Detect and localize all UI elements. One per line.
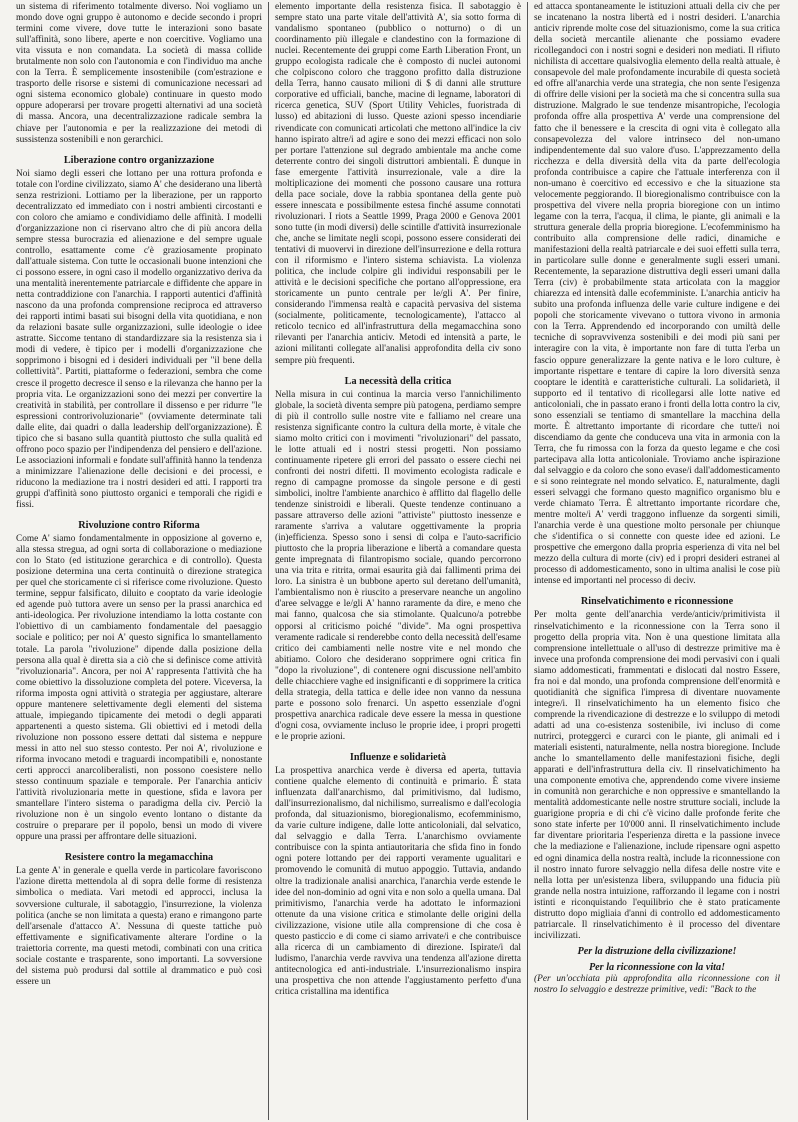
footnote: (Per un'occhiata più approfondita alla riconnessione con il nostro Io selvaggio e destrezze primitive, vedi: "Back to the	[534, 973, 780, 995]
paragraph: elemento importante della resistenza fisica. Il sabotaggio è sempre stato una parte vitale dell'attività A', sia sotto forma di vandalismo spontaneo (pubblico o notturno) o di un coordinamento più illegale e clandestino con la formazione di nuclei. Recentemente dei gruppi come Earth Liberation Front, un gruppo ecologista radicale che è composto di nuclei autonomi che colpiscono coloro che traggono profitto dalla distruzione della Terra, hanno causato milioni di $ di danni alle strutture corporative ed ufficiali, banche, macine di legname, laboratori di ricerca genetica, SUV (Sport Utility Vehicles, fuoristrada di lusso) ed abitazioni di lusso. Queste azioni spesso incendiarie rivendicate con comunicati articolati che mettono all'indice la civ hanno ispirato altre/i ad agire e sono dei mezzi efficaci non solo per portare l'attenzione sul degrado ambientale ma anche come deterrente contro dei singoli distruttori ambientali. È dunque in fase emergente l'attività insurrezionale, vale a dire la moltiplicazione dei momenti che possono causare una rottura della pace sociale, dove la rabbia spontanea della gente può essere innescata e possibilmente estesa finché assume connotati rivoluzionari. I riots a Seattle 1999, Praga 2000 e Genova 2001 sono tutte (in modi diversi) delle scintille d'attività insurrezionale che, anche se limitate negli scopi, possono essere considerati dei tentativi di muovervi in direzione dell'insurrezione e della rottura con il riformismo e l'intero sistema schiavista. La violenza politica, che include colpire gli individui responsabili per le attività e le decisioni specifiche che portano all'oppressione, era storicamente un punto centrale per le/gli A'. Per finire, considerando l'immensa realtà e capacità pervasiva del sistema (socialmente, politicamente, tecnologicamente), l'attacco al reticolo tecnico ed all'infrastruttura della megamacchina sono rilevanti per l'anarchia anticiv. Metodi ed intensità a parte, le azioni militanti collegate all'analisi approfondita della civ sono sempre più frequenti.	[275, 2, 521, 366]
paragraph: un sistema di riferimento totalmente diverso. Noi vogliamo un mondo dove ogni gruppo è autonomo e decide secondo i propri termini come vivere, dove tutte le interazioni sono basate sull'affinità, sono libere, aperte e non coercitive. Vogliamo una vita vissuta e non comandata. La società di massa collide brutalmente non solo con l'autonomia e con l'individuo ma anche con la Terra. È semplicemente insostenibile (com'estrazione e trasporto delle risorse e sistemi di comunicazione necessari ad ogni sistema economico globale) continuare in questo modo oppure adoperarsi per trovare progetti alternativi ad una società di massa. Ancora, una decentralizzazione radicale sembra la chiave per l'autonomia e per la realizzazione dei metodi di sussistenza sostenibili e non gerarchici.	[16, 2, 262, 145]
column-middle	[269, 2, 527, 1122]
paragraph: Come A' siamo fondamentalmente in opposizione al governo e, alla stessa stregua, ad ogni sorta di collaborazione o mediazione con lo Stato (ed istituzione gerarchica e di controllo). Questa posizione determina una certa continuità o direzione strategica per quel che storicamente ci si riferisce come rivoluzione. Questo termine, seppur falsificato, diluito e cooptato da varie ideologie ed agende può tuttora avere un senso per la prassi anarchica ed anti-ideologica. Per rivoluzione intendiamo la lotta costante con l'obiettivo di un cambiamento fondamentale del paesaggio sociale e politico; per noi A' questo significa lo smantellamento totale. La parola "rivoluzione" dipende dalla posizione della persona alla qual è diretta sia a ciò che si definisce come attività "rivoluzionaria". Ancora, per noi A' rappresenta l'attività che ha come obiettivo la dissoluzione completa del potere. Viceversa, la riforma imposta ogni attività o strategia per aggiustare, alterare oppure mantenere selettivamente degli elementi del sistema attuale, impiegando tipicamente dei metodi o degli apparati appartenenti a questo sistema. Gli obiettivi ed i metodi della rivoluzione non possono essere dettati dal sistema e neppure messi in atto nel suo stesso contesto. Per noi A', rivoluzione e riforma invocano metodi e traguardi incompatibili e, nonostante certi approcci anarcoliberalisti, non possono coesistere nello stesso continuum spaziale e temporale. Per l'anarchia anticiv l'attività rivoluzionaria mette in questione, sfida e lavora per smantellare l'intero sistema o paradigma della civ. Perciò la rivoluzione non è un singolo evento lontano o distante da costruire o preparare per il popolo, bensì un modo di vivere oppure una prassi per affrontare delle situazioni.	[16, 534, 262, 843]
section-heading: Rivoluzione contro Riforma	[78, 520, 200, 532]
column-left	[10, 2, 268, 1122]
paragraph: Noi siamo degli esseri che lottano per una rottura profonda e totale con l'ordine civilizzato, siamo A' che desiderano una libertà senza restrizioni. Lottiamo per la liberazione, per un rapporto decentralizzato ed immediato con i nostri ambienti circostanti e con coloro che amiamo e condividiamo delle affinità. I modelli d'organizzazione non ci riservano altro che di più ancora della sempre stessa burocrazia ed alienazione e del sempre uguale controllo, esattamente come c'è graziosamente propinato dall'attuale sistema. Con tutte le occasionali buone intenzioni che ci possono essere, in ogni caso il modello organizzativo deriva da una mentalità inerentemente patriarcale e diffidente che appare in netta contraddizione con l'anarchia. I rapporti autentici d'affinità nascono da una profonda comprensione reciproca ed attraverso dei rapporti intimi basati sui bisogni della vita quotidiana, e non da relazioni basate sulle organizzazioni, sulle ideologie o idee astratte. Siccome tentano di standardizzare sia la resistenza sia i modi di vedere, è tipico per i modelli d'organizzazione che sopprimono i bisogni ed i desideri individuali per "il bene della collettività". Partiti, piattaforme o federazioni, sembra che come cresce il progetto decresce il senso e la rilevanza che hanno per la propria vita. Le organizzazioni sono dei mezzi per convertire la creatività in stabilità, per controllare il dissenso e per ridurre "le espressioni controrivoluzionarie" (ovviamente determinate tali dalle elite, dai quadri o dalla leadership dell'organizzazione). È tipico che si basano sulla quantità piuttosto che sulla qualità ed offrono poco spazio per l'indipendenza del pensiero e dell'azione. Le associazioni informali e fondate sull'affinità hanno la tendenza a minimizzare l'alienazione delle decisioni e dei processi, e riducono la mediazione tra i nostri desideri ed atti. I rapporti tra gruppi d'affinità sono piuttosto organici e temporali che rigidi e fissi.	[16, 168, 262, 511]
paragraph: La gente A' in generale e quella verde in particolare favoriscono l'azione diretta mettendola al di sopra delle forme di resistenza simbolica o mediata. Vari metodi ed approcci, inclusa la sovversione culturale, il sabotaggio, l'insurrezione, la violenza politica (anche se non limitata a questa) erano e rimangono parte dell'arsenale d'attacco A'. Nessuna di queste tattiche può effettivamente e significativamente alterare l'ordine o la traiettoria corrente, ma questi metodi, combinati con una critica sociale costante e trasparente, sono importanti. La sovversione del sistema può prodursi dal sottile al drammatico e può così essere un	[16, 866, 262, 987]
section-heading: La necessità della critica	[344, 375, 452, 387]
section-heading: Liberazione contro organizzazione	[63, 154, 215, 166]
column-right	[528, 2, 786, 1122]
closing-slogan: Per la riconnessione con la vita!	[588, 961, 726, 973]
paragraph: ed attacca spontaneamente le istituzioni attuali della civ che per se incatenano la nostra libertà ed i nostri desideri. L'anarchia anticiv riprende molte cose del situazionismo, come la sua critica della società mercantile alienante che possiamo evadere ricollegandoci con i nostri sogni e desideri non mediati. Il rifiuto nichilista di accettare qualsivoglia elemento della realtà attuale, è consapevole del male profondamente incurabile di questa società ed offre all'anarchia verde una strategia, che non sente l'esigenza di offrire delle visioni per la società ma che si concentra sulla sua distruzione. Malgrado le sue tendenze misantropiche, l'ecologia profonda offre alla prospettiva A' verde una comprensione del fatto che il benessere e la crescita di ogni vita è collegato alla consapevolezza del valore intrinseco del non-umano indipendentemente dal suo valore d'uso. L'apprezzamento della ricchezza e della diversità della vita da parte dell'ecologia profonda contribuisce a capire che l'attuale interferenza con il non-umano è coercitivo ed eccessivo e che la situazione sta velocemente peggiorando. Il bioregionalismo contribuisce con la prospettiva del vivere nella propria bioregione con un intimo legame con la terra, l'acqua, il clima, le piante, gli animali e la struttura generale della propria bioregione. L'ecofemminismo ha contribuito alla comprensione delle radici, dinamiche e manifestazioni della realtà patriarcale e dei suoi effetti sulla terra, in particolare sulle donne e generalmente sugli esseri umani. Recentemente, la separazione distruttiva degli esseri umani dalla Terra (civ) è probabilmente stata articolata con la maggior chiarezza ed intensità dalle ecofemministe. L'anarchia anticiv ha subito una profonda influenza delle varie culture indigene e dei popoli che storicamente vivevano o tuttora vivono in armonia con la Terra. Apprendendo ed incorporando con umiltà delle tecniche di sopravvivenza sostenibili e dei modi più sani per interagire con la vita, è importante non fare di tutta l'erba un fascio oppure generalizzare la gente nativa e le loro culture, è importante rispettare e tentare di capire la loro diversità senza cooptare le identità e caratteristiche culturali. La solidarietà, il supporto ed il tentativo di ricollegarsi alle lotte native ed anticoloniali, che in passato erano i fronti della lotta contro la civ, sono essenziali se tentiamo di smantellare la macchina della morte. È altrettanto importante di ricordare che tutte/i noi discendiamo da gente che conduceva una vita in armonia con la Terra, che fu rimossa con la forza da questo legame e che così partecipava alla lotta anticoloniale. Troviamo anche ispirazione dal selvaggio e da coloro che sono evase/i dall'addomesticamento e si sono reintegrate nel mondo selvatico. E, naturalmente, dagli esseri selvaggi che formano questo magnifico organismo blu e verde chiamato Terra. È altrettanto importante ricordare che, mentre molte/i A' verdi traggono influenze da sorgenti simili, l'anarchia verde è una questione molto personale per chiunque che s'identifica o si connette con queste idee ed azioni. Le prospettive che emergono dalla propria esperienza di vita nel bel mezzo della cultura di morte (civ) ed i propri desideri estranei al processo di addomesticamento, sono in ultima analisi le cose più intense ed importanti nel processo di deciv.	[534, 2, 780, 587]
section-heading: Influenze e solidarietà	[349, 752, 447, 764]
section-heading: Rinselvatichimento e riconnessione	[580, 596, 734, 608]
paragraph: Per molta gente dell'anarchia verde/anticiv/primitivista il rinselvatichimento e la riconnessione con la Terra sono il progetto della propria vita. Non è una questione limitata alla comprensione intellettuale o all'uso di destrezze primitive ma è invece una profonda comprensione dei modi pervasivi con i quali siamo addomesticati, frammentati e dislocati dal nostro Essere, fra noi e dal mondo, una profonda comprensione dell'enormità e quotidianità che significa l'impresa di diventare nuovamente integre/i. Il rinselvatichimento ha un elemento fisico che comprende la rivendicazione di destrezze e lo sviluppo di metodi adatti ad una co-esistenza sostenibile, ivi incluso di come nutrirci, proteggerci e curarci con le piante, gli animali ed i materiali esistenti, naturalmente, nella nostra bioregione. Include anche lo smantellamento delle manifestazioni fisiche, degli apparati e dell'infrastruttura della civ. Il rinselvatichimento ha una componente emotiva che, apprendendo come vivere insieme in comunità non gerarchiche e non oppressive e smantellando la mentalità addomesticante nelle nostre strutture sociali, include la guarigione propria e di chi c'è vicino dalle profonde ferite che sono state inferte per 10'000 anni. Il rinselvatichimento include far diventare prioritaria l'esperienza diretta e la passione invece che la mediazione e l'alienazione, include ripensare ogni aspetto ed ogni dinamica della nostra realtà, include la riconnessione con il nostro innato furore selvaggio nella difesa delle nostre vite e nella lotta per un'esistenza libera, sviluppando una fiducia più grande nella nostra intuizione, rafforzando il legame con i nostri istinti e riconquistando l'equilibrio che è stato praticamente distrutto dopo migliaia d'anni di controllo ed addomesticamento patriarcale. Il rinselvatichimento è il processo del diventare incivilizzati.	[534, 610, 780, 941]
closing-slogan: Per la distruzione della civilizzazione!	[577, 945, 737, 957]
paragraph: La prospettiva anarchica verde è diversa ed aperta, tuttavia contiene qualche elemento di continuità e primario. È stata influenzata dall'anarchismo, dal primitivismo, dal ludismo, dall'insurrezionalismo, dal nichilismo, surrealismo e dall'ecologia profonda, dal situazionismo, bioregionalismo, ecofemminismo, da varie culture indigene, dalle lotte anticoloniali, dal selvatico, dal selvaggio e dalla Terra. L'anarchismo ovviamente contribuisce con la spinta antiautoritaria che sfida fino in fondo ogni potere lottando per dei rapporti veramente ugualitari e promovendo le comunità di mutuo appoggio. Tuttavia, andando oltre la tradizionale analisi anarchica, l'anarchia verde estende le idee del non-dominio ad ogni vita e non solo a quella umana. Dal primitivismo, l'anarchia verde ha adottato le informazioni ottenute da una visione critica e stimolante delle origini della civilizzazione, visione utile alla comprensione di che cosa è questo pasticcio e di come ci siamo arrivate/i e che contribuisce alla ricerca di un cambiamento di direzione. Ispirate/i dal ludismo, l'anarchia verde ravviva una tendenza all'azione diretta antitecnologica ed anti-industriale. L'insurrezionalismo inspira una prospettiva che non attende l'aggiustamento perfetto d'una critica cristallina ma identifica	[275, 766, 521, 997]
section-heading: Resistere contro la megamacchina	[64, 852, 214, 864]
paragraph: Nella misura in cui continua la marcia verso l'annichilimento globale, la società diventa sempre più patogena, perdiamo sempre di più il controllo sulle nostre vite e falliamo nel creare una resistenza significante contro la cultura della morte, è vitale che siamo molto critici con i movimenti "rivoluzionari" del passato, le lotte attuali ed i nostri stessi progetti. Non possiamo continuamente ripetere gli errori del passato o essere ciechi nei confronti dei nostri difetti. Il movimento ecologista radicale e regno di campagne promosse da singole persone e di gesti simbolici, inoltre l'ambiente anarchico è afflitto dal flagello delle tendenze sinistroidi e liberali. Queste tendenze continuano a passare attraverso delle azioni "attiviste" piuttosto inessenze e raramente s'arriva a valutare oggettivamente la propria (in)efficienza. Spesso sono i sensi di colpa e l'auto-sacrificio piuttosto che la propria liberazione e libertà a comandare questa gente impregnata di filantropismo sociale, quando percorrono una via trita e ritrita, ormai esaurita già dai fallimenti prima dei loro. La sinistra è un bubbone aperto sul deretano dell'umanità, l'ambientalismo non è riuscito a preservare neanche un angolino d'aree selvagge e le/gli A' hanno raramente da dire, e meno che mai fanno, qualcosa che sia stimolante. Qualcuno/a potrebbe opporsi al criticismo poiché "divide". Ma ogni prospettiva veramente radicale si renderebbe conto della necessità dell'esame critico dei cambiamenti nelle nostre vite e nel mondo che abitiamo. Coloro che desiderano sopprimere ogni critica fin "dopo la rivoluzione", di contenere ogni discussione nell'ambito delle chiacchiere vaghe ed insignificanti e di sopprimere la critica della strategia, della tattica e delle idee non vanno da nessuna parte e possono solo frenarci. Un aspetto essenziale d'ogni prospettiva anarchica radicale deve essere la messa in questione d'ogni cosa, ovviamente incluso le proprie idee, i propri progetti e le proprie azioni.	[275, 389, 521, 742]
